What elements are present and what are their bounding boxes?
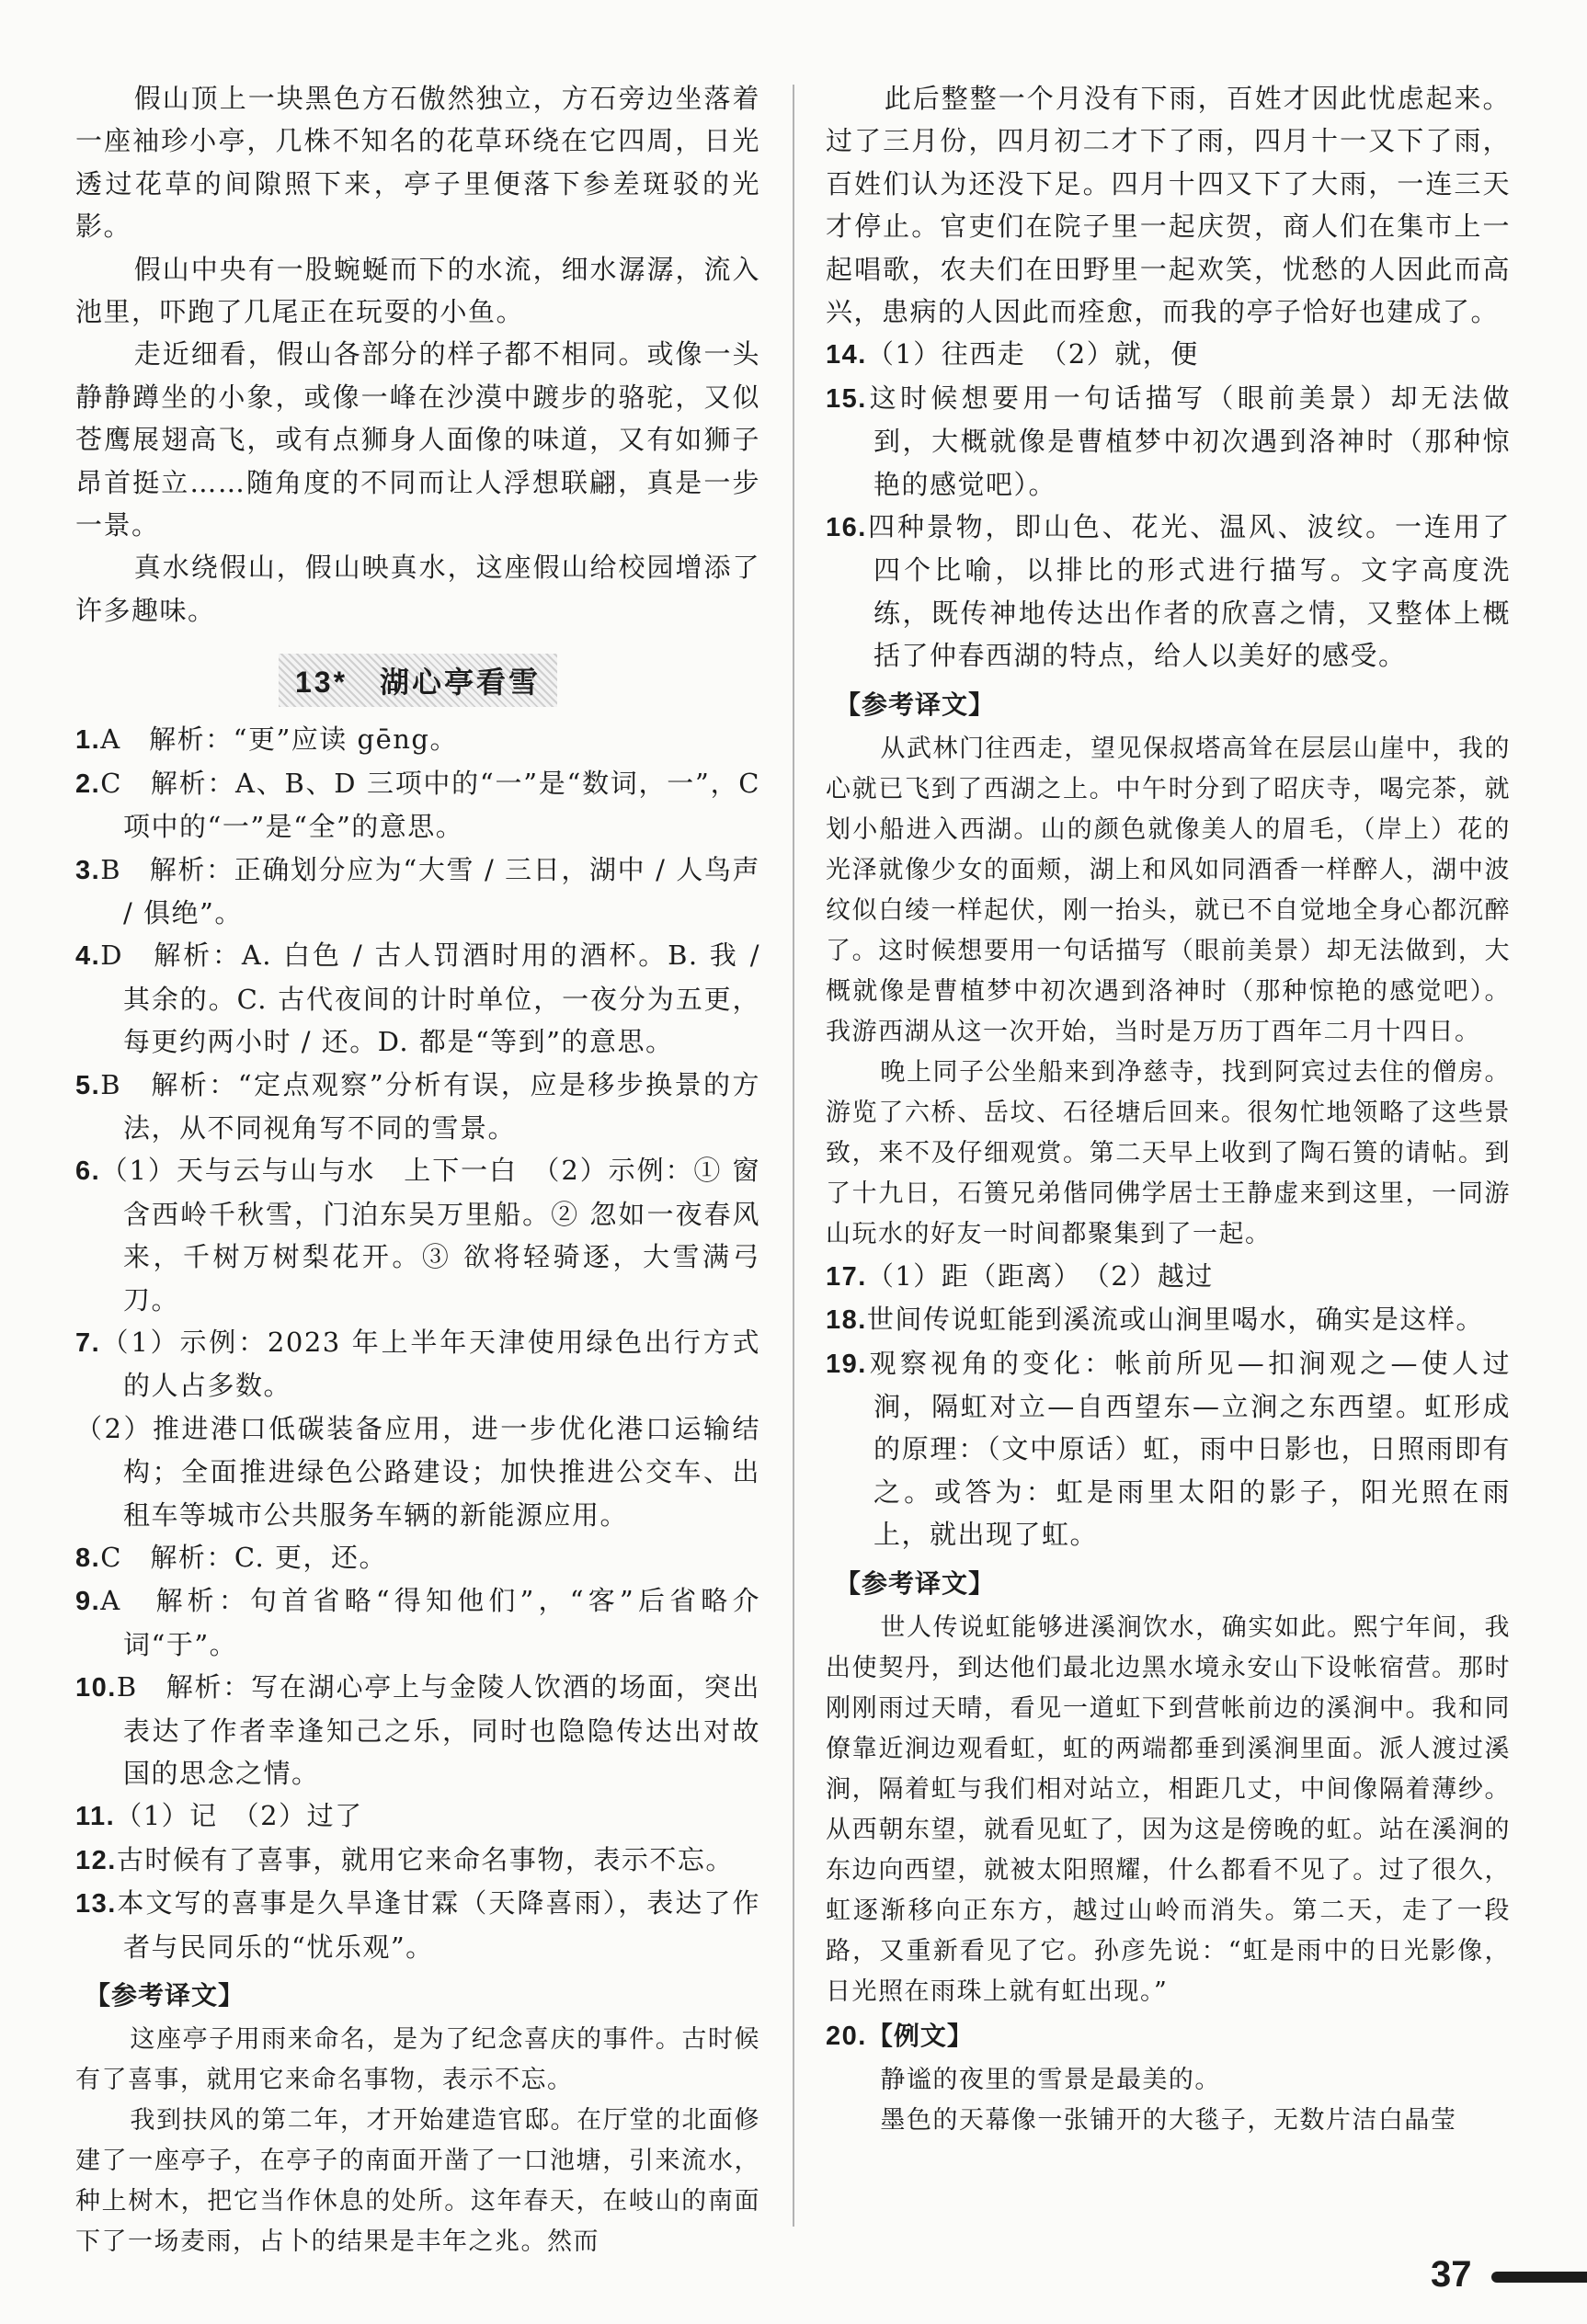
section-title-wrap [75, 654, 760, 707]
section-title: 13* 湖心亭看雪 [294, 666, 542, 700]
answer-text: （1）往西走 （2）就，便 [866, 338, 1199, 370]
answer-number: 9. [75, 1587, 101, 1617]
answer-text: 这时候想要用一句话描写（眼前美景）却无法做到，大概就像是曹植梦中初次遇到洛神时（那种惊艳的感觉吧）。 [866, 382, 1511, 500]
answers-list [826, 1255, 1511, 1556]
answer-text: C 解析：C. 更，还。 [100, 1542, 387, 1573]
essay-paragraph: 假山中央有一股蜿蜒而下的水流，细水潺潺，流入池里，吓跑了几尾正在玩耍的小鱼。 [75, 253, 760, 328]
essay-paragraph: 假山顶上一块黑色方石傲然独立，方石旁边坐落着一座袖珍小亭，几株不知名的花草环绕在它四周，日光透过花草的间隙照下来，亭子里便落下参差斑驳的光影。 [75, 83, 760, 243]
answer-item [826, 1298, 1511, 1341]
answer-number: 11. [75, 1802, 116, 1832]
answer-number: 19. [826, 1349, 867, 1379]
answer-number: 12. [75, 1845, 117, 1875]
answer-item [75, 1321, 760, 1407]
answer-number: 6. [75, 1156, 101, 1187]
continued-paragraph: 此后整整一个月没有下雨，百姓才因此忧虑起来。过了三月份，四月初二才下了雨，四月十一又下了雨，百姓们认为还没下足。四月十四又下了大雨，一连三天才停止。官吏们在院子里一起庆贺，商人们在集市上一起唱歌，农夫们在田野里一起欢笑，忧愁的人因此而高兴，患病的人因此而痊愈，而我的亭子恰好也建成了。 [826, 83, 1511, 328]
answer-text: 四种景物，即山色、花光、温风、波纹。一连用了四个比喻，以排比的形式进行描写。文字高度洗练，既传神地传达出作者的欣喜之情，又整体上概括了仲春西湖的特点，给人以美好的感受。 [866, 511, 1511, 672]
answer-item [826, 1255, 1511, 1298]
reference-translation-paragraph: 从武林门往西走，望见保叔塔高耸在层层山崖中，我的心就已飞到了西湖之上。中午时分到了昭庆寺，喝完茶，就划小船进入西湖。山的颜色就像美人的眉毛，（岸上）花的光泽就像少女的面颊，湖上和风如同酒香一样醉人，湖中波纹似白绫一样起伏，刚一抬头，就已不自觉地全身心都沉醉了。这时候想要用一句话描写（眼前美景）却无法做到，大概就像是曹植梦中初次遇到洛神时（那种惊艳的感觉吧）。我游西湖从这一次开始，当时是万历丁酉年二月十四日。 [826, 734, 1511, 1046]
answers-list [75, 718, 760, 1968]
answer-item [826, 1342, 1511, 1556]
answer-text: （2）推进港口低碳装备应用，进一步优化港口运输结构；全面推进绿色公路建设；加快推进公交车、出租车等城市公共服务车辆的新能源应用。 [75, 1412, 760, 1531]
answer-item [826, 506, 1511, 678]
reference-translation [826, 729, 1511, 1255]
answer-text: D 解析：A. 白色 / 古人罚酒时用的酒杯。B. 我 / 其余的。C. 古代夜间的计时单位，一夜分为五更，每更约两小时 / 还。D. 都是“等到”的意思。 [100, 940, 760, 1058]
answer-text: 观察视角的变化：帐前所见—扣涧观之—使人过涧，隔虹对立—自西望东—立涧之东西望。虹形成的原理：（文中原话）虹，雨中日影也，日照雨即有之。或答为：虹是雨里太阳的影子，阳光照在雨上，就出现了虹。 [866, 1347, 1511, 1551]
reference-translation-paragraph: 世人传说虹能够进溪涧饮水，确实如此。熙宁年间，我出使契丹，到达他们最北边黑水境永安山下设帐宿营。那时刚刚雨过天晴，看见一道虹下到营帐前边的溪涧中。我和同僚靠近涧边观看虹，虹的两端都垂到溪涧里面。派人渡过溪涧，隔着虹与我们相对站立，相距几丈，中间像隔着薄纱。从西朝东望，就看见虹了，因为这是傍晚的虹。站在溪涧的东边向西望，就被太阳照耀，什么都看不见了。过了很久，虹逐渐移向正东方，越过山岭而消失。第二天，走了一段路，又重新看见了它。孙彦先说：“虹是雨中的日光影像，日光照在雨珠上就有虹出现。” [826, 1612, 1511, 2006]
answer-item [75, 1666, 760, 1794]
answer-number: 14. [826, 340, 867, 370]
answer-number: 4. [75, 941, 101, 972]
answer-number: 3. [75, 855, 101, 885]
answer-item [75, 1579, 760, 1666]
answer-number: 13. [75, 1889, 117, 1920]
answer-text: 本文写的喜事是久旱逢甘霖（天降喜雨），表达了作者与民同乐的“忧乐观”。 [116, 1887, 760, 1963]
column-divider [793, 85, 794, 2227]
answer-item [75, 1064, 760, 1150]
reference-translation-paragraph: 这座亭子用雨来命名，是为了纪念喜庆的事件。古时候有了喜事，就用它来命名事物，表示不忘。 [75, 2025, 760, 2095]
answer-number: 2. [75, 769, 101, 799]
reference-translation-header: 【参考译文】 [85, 1981, 245, 2011]
answer-item [75, 934, 760, 1063]
answer-item [826, 2012, 1511, 2060]
answer-text: A 解析：“更”应读 gēng。 [100, 723, 458, 756]
answer-item [75, 718, 760, 761]
answer-item [826, 377, 1511, 506]
answer-text: （1）记 （2）过了 [115, 1800, 363, 1832]
answer-item [75, 1149, 760, 1321]
answer-number: 16. [826, 513, 867, 543]
reference-translation-header: 【参考译文】 [835, 1568, 996, 1598]
answer-number: 1. [75, 725, 101, 756]
section-title-box [279, 654, 557, 707]
answer-text: B 解析：写在湖心亭上与金陵人饮酒的场面，突出表达了作者幸逢知己之乐，同时也隐隐传达出对故国的思念之情。 [116, 1671, 760, 1790]
answer-item [75, 1794, 760, 1838]
answer-text: 世间传说虹能到溪流或山涧里喝水，确实是这样。 [866, 1304, 1484, 1336]
reference-translation-paragraph: 晚上同子公坐船来到净慈寺，找到阿宾过去住的僧房。游览了六桥、岳坟、石径塘后回来。很匆忙地领略了这些景致，来不及仔细观赏。第二天早上收到了陶石篑的请帖。到了十九日，石篑兄弟偕同佛学居士王静虚来到这里，一同游山玩水的好友一时间都聚集到了一起。 [826, 1057, 1511, 1248]
answer-number: 8. [75, 1544, 101, 1573]
answer-number: 20. [826, 2021, 867, 2051]
answer-item [75, 1882, 760, 1968]
answer-item [826, 333, 1511, 376]
reference-translation-paragraph: 我到扶风的第二年，才开始建造官邸。在厅堂的北面修建了一座亭子，在亭子的南面开凿了一口池塘，引来流水，种上树木，把它当作休息的处所。这年春天，在岐山的南面下了一场麦雨，占卜的结果是丰年之兆。然而 [75, 2106, 760, 2257]
intro-section [75, 77, 760, 632]
answer-item [75, 849, 760, 935]
sample-essay [826, 2060, 1511, 2141]
essay-paragraph: 静谧的夜里的雪景是最美的。 [880, 2065, 1221, 2094]
answer-number: 18. [826, 1305, 867, 1336]
answer-item [75, 1839, 760, 1882]
answer-text: （1）天与云与山与水 上下一白 （2）示例：① 窗含西岭千秋雪，门泊东吴万里船。② 忽如一夜春风来，千树万树梨花开。③ 欲将轻骑逐，大雪满弓刀。 [100, 1155, 760, 1316]
answer-item [75, 1536, 760, 1579]
answer-number: 5. [75, 1070, 101, 1100]
answer-text: C 解析：A、B、D 三项中的“一”是“数词，一”，C 项中的“一”是“全”的意思。 [100, 767, 760, 843]
answer-item [75, 762, 760, 849]
reference-translation-header: 【参考译文】 [835, 689, 996, 719]
answer-text: 古时候有了喜事，就用它来命名事物，表示不忘。 [116, 1843, 734, 1875]
answer-number: 7. [75, 1327, 101, 1358]
answer-text: （1）示例：2023 年上半年天津使用绿色出行方式的人占多数。 [100, 1326, 760, 1402]
sample-essay-label: 【例文】 [866, 2021, 974, 2050]
answer-text: A 解析：句首省略“得知他们”，“客”后省略介词“于”。 [100, 1585, 760, 1660]
right-column [826, 77, 1511, 2141]
answer-number: 15. [826, 383, 867, 414]
answer-number: 10. [75, 1673, 117, 1703]
answer-text: （1）距（距离） （2）越过 [866, 1259, 1214, 1292]
essay-paragraph: 走近细看，假山各部分的样子都不相同。或像一头静静蹲坐的小象，或像一峰在沙漠中踱步的骆驼，又似苍鹰展翅高飞，或有点狮身人面像的味道，又有如狮子昂首挺立……随角度的不同而让人浮想联翩，真是一步一景。 [75, 338, 760, 541]
reference-translation [75, 2020, 760, 2262]
answer-text: B 解析：正确划分应为“大雪 / 三日，湖中 / 人鸟声 / 俱绝”。 [100, 853, 760, 928]
essay-paragraph: 真水绕假山，假山映真水，这座假山给校园增添了许多趣味。 [75, 552, 760, 626]
page-number-bar [1491, 2272, 1587, 2283]
essay-paragraph: 墨色的天幕像一张铺开的大毯子，无数片洁白晶莹 [880, 2105, 1457, 2135]
answers-list [826, 333, 1511, 677]
answer-number: 17. [826, 1261, 867, 1292]
answer-text: B 解析：“定点观察”分析有误，应是移步换景的方法，从不同视角写不同的雪景。 [100, 1068, 760, 1144]
left-column [75, 77, 760, 2262]
answer-item [75, 1407, 760, 1536]
page-number: 37 [1431, 2254, 1472, 2295]
